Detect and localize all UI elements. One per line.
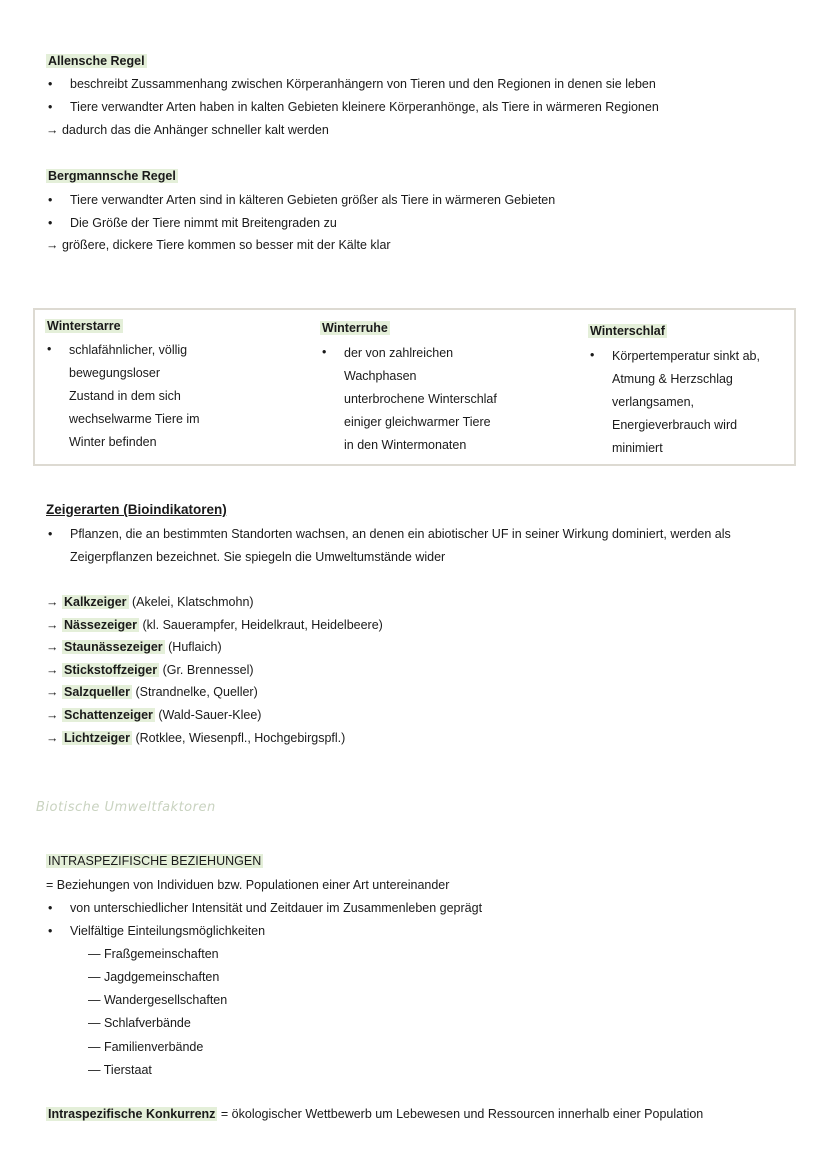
allen-bullet-2: Tiere verwandter Arten haben in kalten Gebieten kleinere Körperanhönge, als Tiere in wärmeren Regionen	[70, 100, 659, 114]
bergmann-bullet-1: Tiere verwandter Arten sind in kälteren Gebieten größer als Tiere in wärmeren Gebieten	[70, 193, 556, 207]
zeiger-item-name: Stickstoffzeiger	[63, 663, 158, 677]
winterstarre-text: schlafähnlicher, völlig bewegungsloser Zustand in dem sich wechselwarme Tiere im Winter befinden	[69, 343, 200, 449]
zeiger-item-detail: (Huflaich)	[168, 640, 222, 654]
zeiger-item-name: Lichtzeiger	[63, 731, 130, 745]
bullet-icon: •	[48, 901, 53, 915]
bullet-icon: •	[322, 345, 327, 359]
zeiger-item-detail: (Gr. Brennessel)	[162, 663, 254, 677]
bergmann-conclusion: → größere, dickere Tiere kommen so besser mit der Kälte klar	[46, 238, 391, 252]
arrow-icon: →	[46, 663, 59, 677]
allen-bullet-1: beschreibt Zussammenhang zwischen Körperanhängern von Tieren und den Regionen in denen sie leben	[70, 77, 656, 91]
dash-item: — Schlafverbände	[88, 1016, 191, 1030]
intra-definition: = Beziehungen von Individuen bzw. Populationen einer Art untereinander	[46, 878, 450, 892]
zeiger-item-detail: (Wald-Sauer-Klee)	[158, 708, 262, 722]
zeiger-item-name: Nässezeiger	[63, 618, 137, 632]
zeiger-item	[46, 685, 258, 699]
bullet-icon: •	[48, 527, 53, 541]
winterschlaf-text: Körpertemperatur sinkt ab, Atmung & Herzschlag verlangsamen, Energieverbrauch wird minimiert	[612, 349, 760, 455]
zeiger-item-detail: (Rotklee, Wiesenpfl., Hochgebirgspfl.)	[135, 731, 346, 745]
intra-bullet-1: von unterschiedlicher Intensität und Zeitdauer im Zusammenleben geprägt	[70, 901, 483, 915]
bullet-icon: •	[48, 100, 53, 114]
arrow-icon: →	[46, 618, 59, 632]
arrow-icon: →	[46, 640, 59, 654]
konkurrenz-line	[46, 1107, 703, 1121]
bullet-icon: •	[590, 348, 595, 362]
winter-comparison-box	[33, 308, 796, 466]
dash-item: — Fraßgemeinschaften	[88, 947, 219, 961]
zeiger-item-detail: (Strandnelke, Queller)	[135, 685, 258, 699]
zeiger-item	[46, 595, 254, 609]
arrow-icon: →	[46, 731, 59, 745]
bullet-icon: •	[48, 77, 53, 91]
zeiger-bullet-line2: Zeigerpflanzen bezeichnet. Sie spiegeln die Umweltumstände wider	[70, 550, 446, 564]
konkurrenz-term: Intraspezifische Konkurrenz	[48, 1107, 216, 1121]
bergmann-title: Bergmannsche Regel	[48, 169, 176, 183]
bullet-icon: •	[47, 342, 52, 356]
bergmann-bullet-2: Die Größe der Tiere nimmt mit Breitengraden zu	[70, 216, 337, 230]
intra-title: INTRASPEZIFISCHE BEZIEHUNGEN	[48, 854, 262, 868]
zeiger-item-detail: (Akelei, Klatschmohn)	[132, 595, 254, 609]
allen-title: Allensche Regel	[48, 54, 145, 68]
zeiger-item-name: Staunässezeiger	[63, 640, 163, 654]
dash-item: — Tierstaat	[88, 1063, 152, 1077]
winterruhe-text: der von zahlreichen Wachphasen unterbrochene Winterschlaf einiger gleichwarmer Tiere in den Wintermonaten	[344, 346, 497, 452]
bullet-icon: •	[48, 193, 53, 207]
zeiger-item-detail: (kl. Sauerampfer, Heidelkraut, Heidelbeere)	[142, 618, 383, 632]
biotic-heading: Biotische Umweltfaktoren	[36, 800, 216, 815]
zeiger-item	[46, 640, 222, 654]
arrow-icon: →	[46, 595, 59, 609]
zeiger-item	[46, 708, 261, 722]
arrow-icon: →	[46, 685, 59, 699]
dash-item: — Familienverbände	[88, 1040, 204, 1054]
dash-item: — Wandergesellschaften	[88, 993, 228, 1007]
bullet-icon: •	[48, 216, 53, 230]
winterruhe-title: Winterruhe	[322, 321, 388, 335]
konkurrenz-definition: = ökologischer Wettbewerb um Lebewesen und Ressourcen innerhalb einer Population	[220, 1107, 704, 1121]
zeiger-item-name: Schattenzeiger	[63, 708, 153, 722]
zeiger-item-name: Salzqueller	[63, 685, 130, 699]
dash-item: — Jagdgemeinschaften	[88, 970, 220, 984]
zeiger-item	[46, 731, 345, 745]
zeiger-title: Zeigerarten (Bioindikatoren)	[46, 502, 227, 517]
allen-conclusion: → dadurch das die Anhänger schneller kalt werden	[46, 123, 329, 137]
zeiger-item	[46, 618, 383, 632]
winterstarre-title: Winterstarre	[47, 319, 121, 333]
bullet-icon: •	[48, 924, 53, 938]
intra-bullet-2: Vielfältige Einteilungsmöglichkeiten	[70, 924, 266, 938]
winterschlaf-title: Winterschlaf	[590, 324, 665, 338]
zeiger-item	[46, 663, 254, 677]
arrow-icon: →	[46, 708, 59, 722]
zeiger-bullet-line1: Pflanzen, die an bestimmten Standorten wachsen, an denen ein abiotischer UF in seiner Wirkung dominiert, werden als	[70, 527, 731, 541]
zeiger-item-name: Kalkzeiger	[63, 595, 127, 609]
